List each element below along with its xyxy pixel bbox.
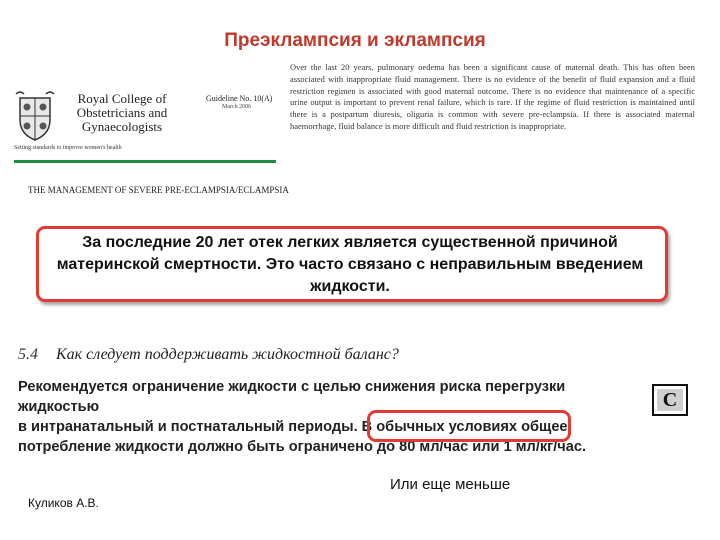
rcog-crest-icon [14,90,56,142]
recommendation-line2: в интранатальный и постнатальный периоды. В обычных условиях общее [18,419,568,435]
recommendation-highlight: 80 мл/час или 1 мл/кг/час. [399,439,587,455]
rcog-tagline: Setting standards to improve women's health [14,145,122,151]
guideline-document-title: THE MANAGEMENT OF SEVERE PRE-ECLAMPSIA/ECLAMPSIA [28,185,289,195]
grade-letter: C [657,389,683,411]
section-number: 5.4 [18,346,38,363]
rcog-name-line1: Royal College of [77,91,167,106]
callout-text: За последние 20 лет отек легких является существенной причиной материнской смертности. Это часто связано с неправильным введением жидкости. [56,234,644,295]
rcog-name-line3: Gynaecologists [81,119,163,134]
recommendation-line1: Рекомендуется ограничение жидкости с целью снижения риска перегрузки жидкостью [18,379,566,415]
author-footer: Куликов А.В. [28,496,99,510]
or-less-note: Или еще меньше [390,476,511,493]
highlight-oval [367,410,571,442]
recommendation-line3-start: потребление жидкости должно быть ограничено до [18,439,400,455]
rcog-name-line2: Obstetricians and [76,105,168,120]
slide-title: Преэклампсия и эклампсия [224,30,486,51]
guideline-number: Guideline No. 10(A) [206,94,273,103]
section-heading: Как следует поддерживать жидкостной баланс? [56,346,399,363]
guideline-excerpt: Over the last 20 years, pulmonary oedema has been a significant cause of maternal death. This has often been associated with inappropriate fluid management. There is no evidence of the benefit of fluid expansion and a fluid restriction regimen is associated with good maternal outcome. There is no evidence that maintenance of a specific urine output is important to prevent renal failure, which is rare. If the regime of fluid restriction is maintained until there is a postpartum diuresis, oliguria is common with severe pre-eclampsia. If there is associated maternal haemorrhage, fluid balance is more difficult and fluid restriction is inappropriate. [290,63,695,131]
guideline-date: March 2006 [222,104,252,110]
grade-badge [652,384,688,416]
green-divider [14,160,276,163]
rcog-name [62,92,182,134]
